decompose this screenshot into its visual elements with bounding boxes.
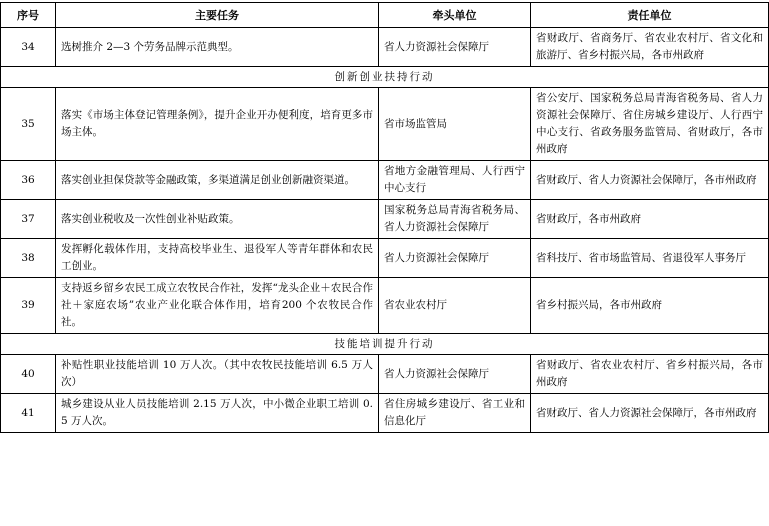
row-index: 40 [1, 355, 56, 394]
row-lead-unit: 省人力资源社会保障厅 [379, 28, 531, 67]
row-index: 34 [1, 28, 56, 67]
row-index: 36 [1, 161, 56, 200]
table-row [1, 239, 769, 278]
row-task: 选树推介 2—3 个劳务品牌示范典型。 [56, 28, 379, 67]
row-task: 落实创业税收及一次性创业补贴政策。 [56, 200, 379, 239]
row-responsible-unit: 省乡村振兴局，各市州政府 [531, 278, 769, 334]
row-task: 城乡建设从业人员技能培训 2.15 万人次，中小微企业职工培训 0.5 万人次。 [56, 394, 379, 433]
row-responsible-unit: 省科技厅、省市场监管局、省退役军人事务厅 [531, 239, 769, 278]
section-title: 技能培训提升行动 [1, 334, 769, 355]
row-index: 38 [1, 239, 56, 278]
header-lead-unit: 牵头单位 [379, 3, 531, 28]
row-task: 落实创业担保贷款等金融政策，多渠道满足创业创新融资渠道。 [56, 161, 379, 200]
header-task: 主要任务 [56, 3, 379, 28]
row-responsible-unit: 省财政厅，各市州政府 [531, 200, 769, 239]
section-title: 创新创业扶持行动 [1, 67, 769, 88]
row-responsible-unit: 省财政厅、省商务厅、省农业农村厅、省文化和旅游厅、省乡村振兴局，各市州政府 [531, 28, 769, 67]
section-row [1, 334, 769, 355]
row-lead-unit: 省农业农村厅 [379, 278, 531, 334]
row-responsible-unit: 省财政厅、省农业农村厅、省乡村振兴局，各市州政府 [531, 355, 769, 394]
table-header-row [1, 3, 769, 28]
row-task: 支持返乡留乡农民工成立农牧民合作社，发挥“龙头企业＋农民合作社＋家庭农场”农业产业化联合体作用，培育200 个农牧民合作社。 [56, 278, 379, 334]
table-row [1, 88, 769, 161]
row-index: 41 [1, 394, 56, 433]
row-lead-unit: 省地方金融管理局、人行西宁中心支行 [379, 161, 531, 200]
table-row [1, 278, 769, 334]
row-index: 39 [1, 278, 56, 334]
header-responsible-unit: 责任单位 [531, 3, 769, 28]
row-responsible-unit: 省财政厅、省人力资源社会保障厅，各市州政府 [531, 161, 769, 200]
task-table [0, 2, 769, 433]
row-lead-unit: 省人力资源社会保障厅 [379, 239, 531, 278]
row-responsible-unit: 省财政厅、省人力资源社会保障厅，各市州政府 [531, 394, 769, 433]
row-lead-unit: 省住房城乡建设厅、省工业和信息化厅 [379, 394, 531, 433]
row-responsible-unit: 省公安厅、国家税务总局青海省税务局、省人力资源社会保障厅、省住房城乡建设厅、人行西宁中心支行、省政务服务监管局、省财政厅，各市州政府 [531, 88, 769, 161]
table-row [1, 200, 769, 239]
row-task: 发挥孵化载体作用，支持高校毕业生、退役军人等青年群体和农民工创业。 [56, 239, 379, 278]
row-lead-unit: 省人力资源社会保障厅 [379, 355, 531, 394]
row-task: 落实《市场主体登记管理条例》，提升企业开办便利度，培育更多市场主体。 [56, 88, 379, 161]
table-row [1, 355, 769, 394]
row-task: 补贴性职业技能培训 10 万人次。（其中农牧民技能培训 6.5 万人次） [56, 355, 379, 394]
table-body [1, 28, 769, 433]
table-row [1, 161, 769, 200]
row-lead-unit: 国家税务总局青海省税务局、省人力资源社会保障厅 [379, 200, 531, 239]
row-index: 37 [1, 200, 56, 239]
table-row [1, 394, 769, 433]
row-lead-unit: 省市场监管局 [379, 88, 531, 161]
header-index: 序号 [1, 3, 56, 28]
section-row [1, 67, 769, 88]
table-row [1, 28, 769, 67]
row-index: 35 [1, 88, 56, 161]
